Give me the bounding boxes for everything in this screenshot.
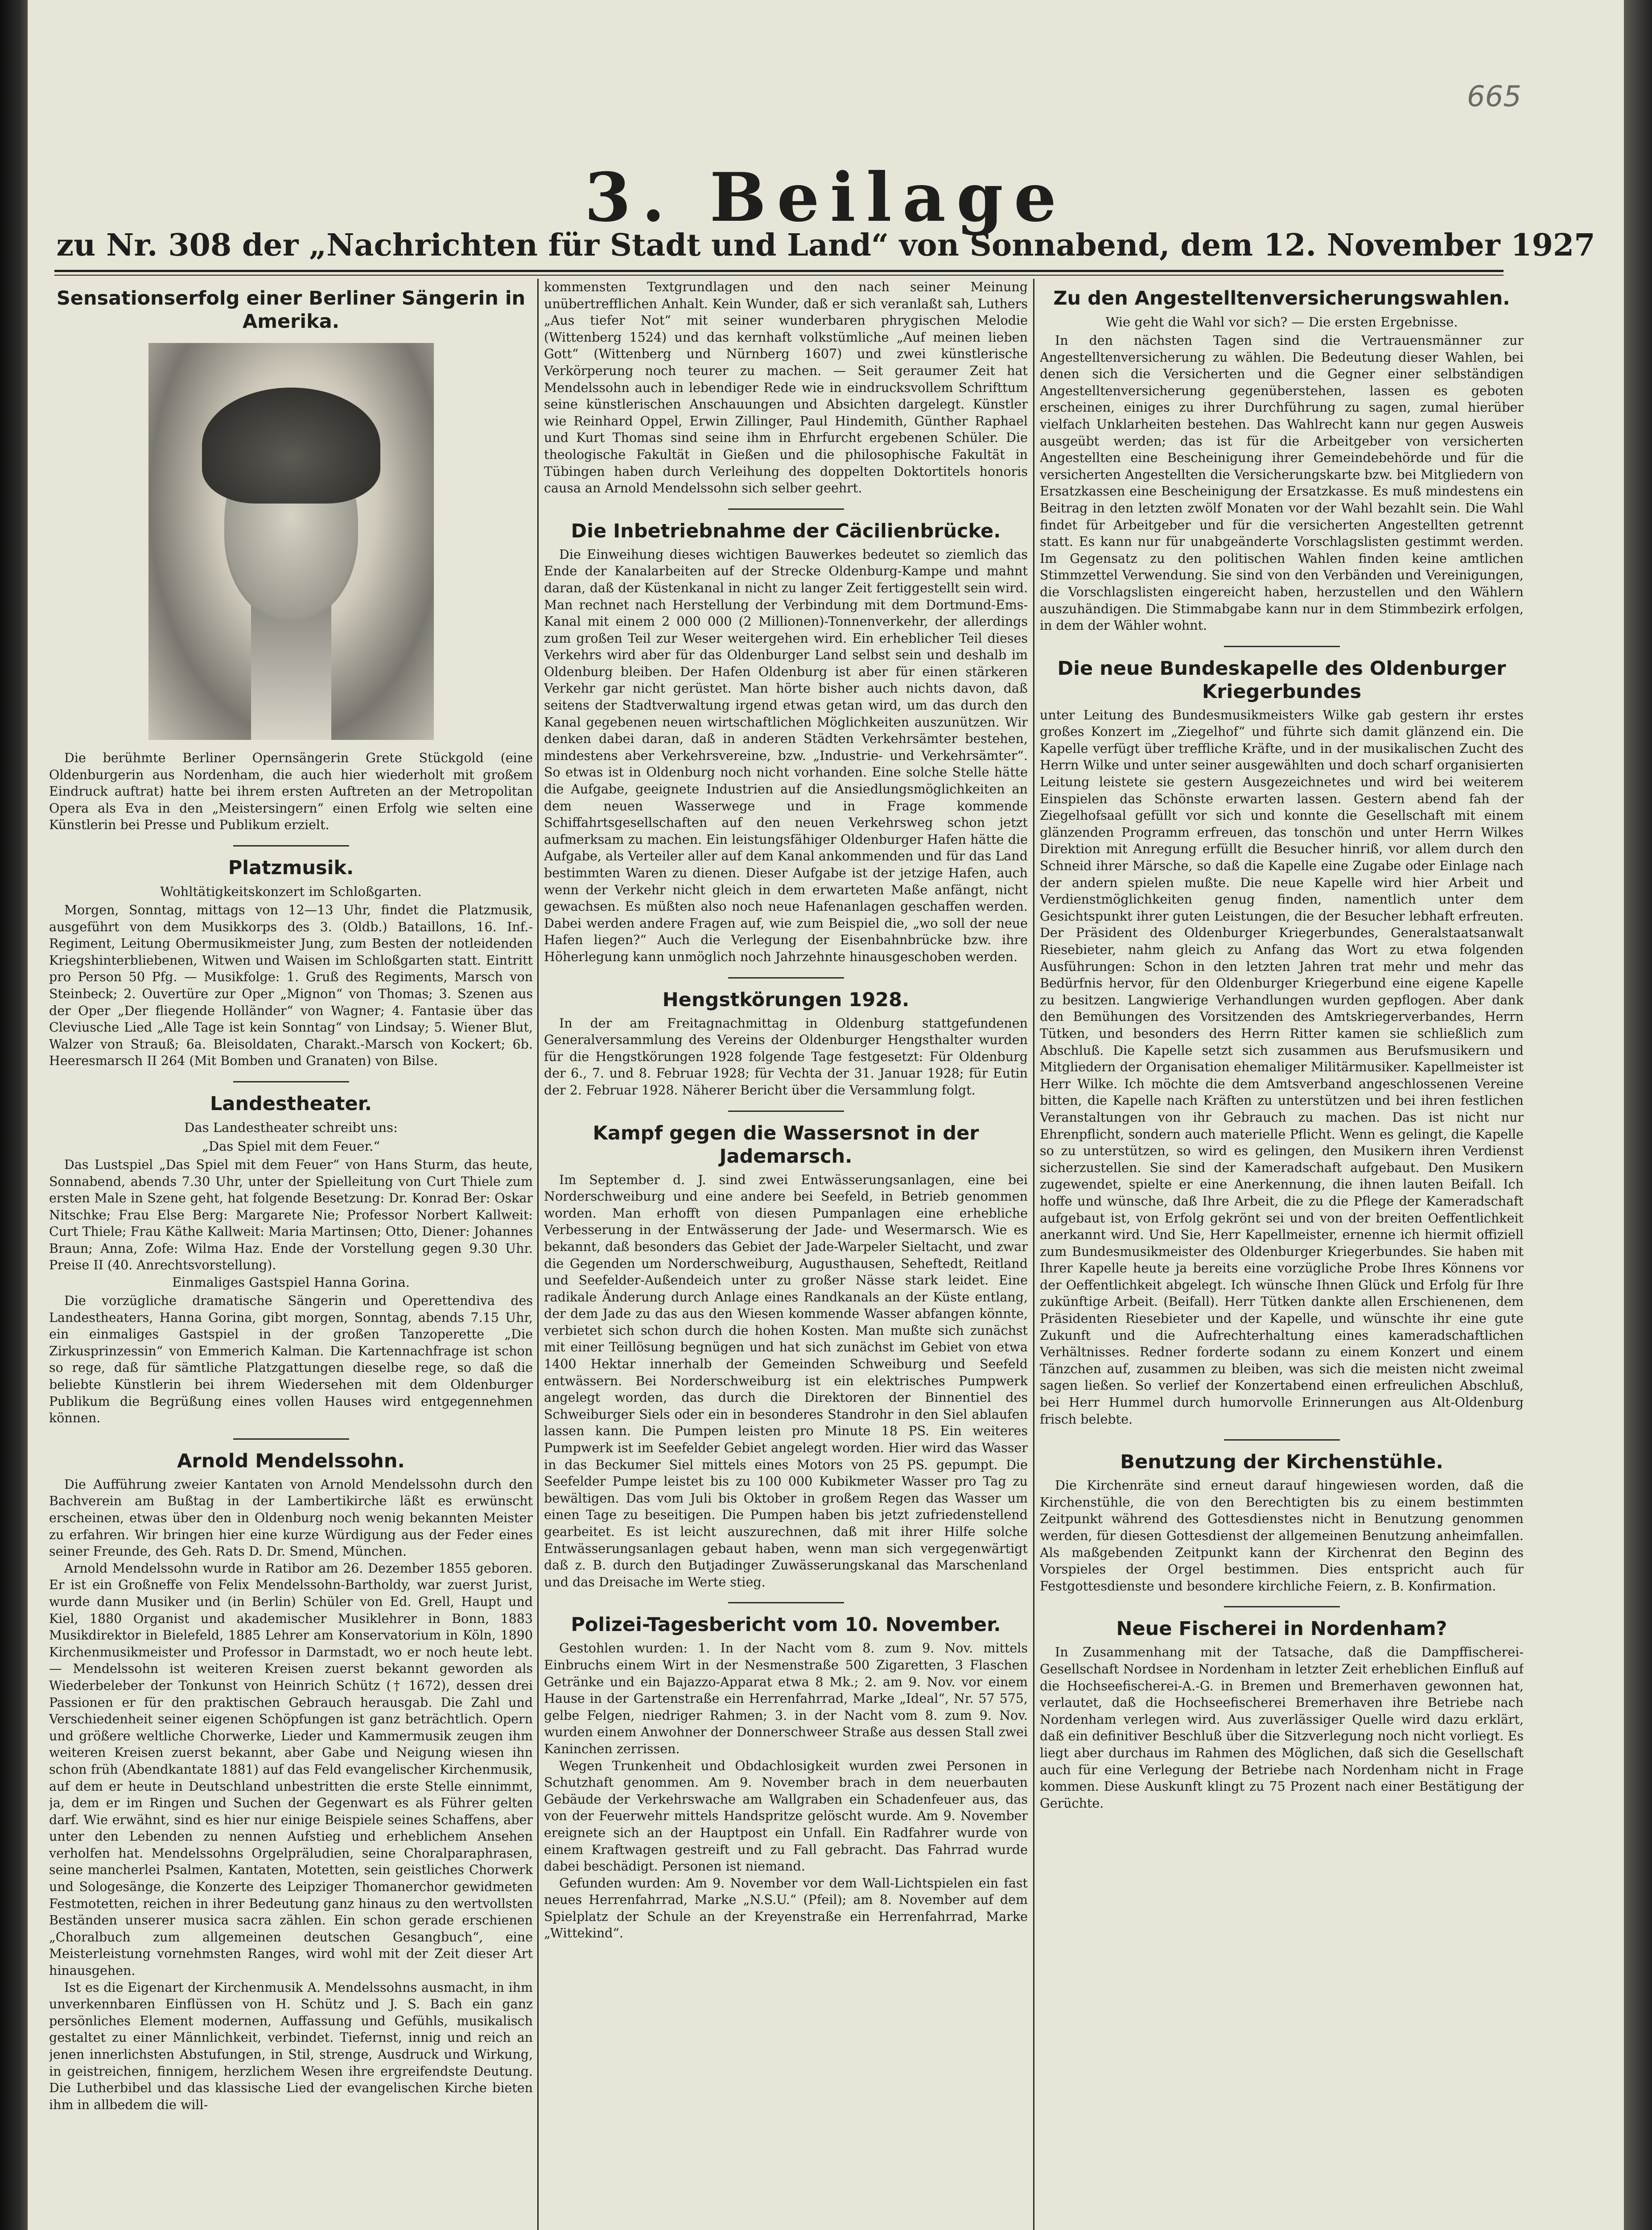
- article-title: Polizei-Tagesbericht vom 10. November.: [571, 1614, 1001, 1636]
- separator: [233, 1438, 349, 1440]
- article-subtitle: Wie geht die Wahl vor sich? — Die ersten Ergebnisse.: [1105, 314, 1458, 330]
- article-title: Zu den Angestelltenversicherungswahlen.: [1053, 287, 1510, 310]
- article-title: Landestheater.: [210, 1092, 372, 1115]
- column-3: [1040, 279, 1524, 2230]
- supplement-title: 3. Beilage: [584, 158, 1067, 237]
- article-title: Platzmusik.: [228, 856, 354, 879]
- article-subtitle: Wohltätigkeitskonzert im Schloßgarten.: [160, 884, 422, 899]
- article-body: Arnold Mendelssohn wurde in Ratibor am 26. Dezember 1855 geboren. Er ist ein Großneffe von Felix Mendelssohn-Bartholdy, war zuerst Jurist, wurde dann Musiker und (in Berlin) Schüler von Ed. Grell, Haupt und Kiel, 1880 Organist und akademischer Musiklehrer in Bonn, 1883 Musikdirektor in Bielefeld, 1885 Lehrer am Konservatorium in Köln, 1890 Kirchenmusikmeister und Professor in Darmstadt, wo er noch heute lebt. — Mendelssohn ist weiteren Kreisen zuerst bekannt geworden als Wiederbeleber der Tonkunst von Heinrich Schütz († 1672), dessen drei Passionen er für den praktischen Gebrauch herausgab. Die Zahl und Verschiedenheit seiner eigenen Schöpfungen ist ganz beträchtlich. Opern und größere weltliche Chorwerke, Lieder und Kammermusik zeugen ihm weiteren Kreisen zuerst bekannt, aber Gabe und Neigung wiesen ihn schon früh (Abendkantate 1881) auf das Feld evangelischer Kirchenmusik, auf dem er heute in Deutschland unbestritten die erste Stelle einnimmt, ja, dem er im Ringen und Suchen der Gegenwart es als Führer gelten darf. Wie erwähnt, sind es hier nur einige Beispiele seines Schaffens, aber unter den Lebenden zu nennen Aufstieg und erheblichem Ansehen verholfen hat. Mendelssohns Orgelpräludien, seine Choralparaphrasen, seine mancherlei Psalmen, Kantaten, Motetten, sein geistliches Chorwerk und Sologesänge, die Konzerte des Leipziger Thomanerchor gewidmeten Festmotetten, reichen in ihrer Bedeutung ganz hinaus zu den wertvollsten Beständen unserer musica sacra zählen. Ein schon gerade erschienen „Choralbuch zum allgemeinen deutschen Gesangbuch“, eine Meisterleistung vornehmsten Ranges, wird wohl mit der Zeit dieser Art hinausgehen.: [49, 1561, 533, 1978]
- article-intro: Die Aufführung zweier Kantaten von Arnold Mendelssohn durch den Bachverein am Bußtag in der Lambertikirche läßt es erwünscht erscheinen, etwas über den in Oldenburg noch wenig bekannten Meister zu erfahren. Wir bringen hier eine kurze Würdigung aus der Feder eines seiner Freunde, des Geh. Rats D. Dr. Smend, München.: [49, 1477, 533, 1559]
- article-title: Die neue Bundeskapelle des Oldenburger Kriegerbundes: [1057, 657, 1506, 703]
- article-title: Sensationserfolg einer Berliner Sängerin in Amerika.: [56, 287, 526, 333]
- photo-caption: Die berühmte Berliner Opernsängerin Grete Stückgold (eine Oldenburgerin aus Nordenham, die auch hier wiederholt mit großem Eindruck auftrat) hatte bei ihrem ersten Auftreten an der Metropolitan Opera als Eva in den „Meistersingern“ einen Erfolg wie selten eine Künstlerin bei Presse und Publikum erzielt.: [49, 751, 533, 833]
- column-1: [49, 279, 533, 2230]
- separator: [233, 845, 349, 847]
- separator: [1224, 1439, 1340, 1441]
- article-body: Die Kirchenräte sind erneut darauf hingewiesen worden, daß die Kirchenstühle, die von den Berechtigten bis zu einem bestimmten Zeitpunkt während des Gottesdienstes nicht in Benutzung genommen werden, für diesen Gottesdienst der allgemeinen Benutzung anheimfallen. Als maßgebenden Zeitpunkt kann der Kirchenrat den Beginn des Vorspieles der Orgel bestimmen. Dies entspricht auch für Festgottesdienste und besondere kirchliche Feiern, z. B. Konfirmation.: [1040, 1478, 1524, 1594]
- column-2: [544, 279, 1028, 2230]
- article-body: In den nächsten Tagen sind die Vertrauensmänner zur Angestelltenversicherung zu wählen. Die Bedeutung dieser Wahlen, bei denen sich die Versicherten und die Gegner einer selbständigen Angestelltenversicherung gegenüberstehen, lassen es geboten erscheinen, einiges zu ihrer Durchführung zu sagen, zumal hierüber vielfach Unklarheiten bestehen. Das Wahlrecht kann nur gegen Ausweis ausgeübt werden; das ist für die Arbeitgeber von versicherten Angestellten eine Bescheinigung ihrer Gemeindebehörde und für die versicherten Angestellten die Versicherungskarte bzw. bei Mitgliedern von Ersatzkassen eine Bescheinigung der Ersatzkasse. Es muß mindestens ein Beitrag in den letzten zwölf Monaten vor der Wahl bezahlt sein. Die Wahl findet für Arbeitgeber und für die versicherten Angestellten getrennt statt. Es kann nur für unabgeänderte Vorschlagslisten gestimmt werden. Im Gegensatz zu den politischen Wahlen finden keine amtlichen Stimmzettel Verwendung. Sie sind von den Verbänden und Vereinigungen, die Vorschlagslisten eingereicht haben, herzustellen und den Wählern auszuhändigen. Die Stimmabgabe kann nur in dem Stimmbezirk erfolgen, in dem der Wähler wohnt.: [1040, 333, 1524, 633]
- article-body: unter Leitung des Bundesmusikmeisters Wilke gab gestern ihr erstes großes Konzert im „Ziegelhof“ und führte sich damit glänzend ein. Die Kapelle verfügt über treffliche Kräfte, und in der musikalischen Zucht des Herrn Wilke und unter seiner ausgewählten und doch scharf organisierten Leitung leistete sie gestern Ausgezeichnetes und wird bei weiterem Einspielen das Schönste erwarten lassen. Gestern abend fah der Ziegelhofsaal gefüllt vor sich und konnte die Gesellschaft mit einem glänzenden Programm erfreuen, das tonschön und unter Herrn Wilkes Direktion mit Anregung erfüllt die Besucher hinriß, vor allem durch den Schneid ihrer Märsche, so daß die Kapelle eine Zugabe oder Einlage nach der andern spielen mußte. Die neue Kapelle wird hier Arbeit und Verdienstmöglichkeiten genug finden, namentlich unter dem Gesichtspunkt ihrer guten Leistungen, die der Besucher lebhaft erfreuten. Der Präsident des Oldenburger Kriegerbundes, Generalstaatsanwalt Riesebieter, nahm gleich zu Anfang das Wort zu etwa folgenden Ausführungen: Schon in den letzten Jahren trat mehr und mehr das Bedürfnis hervor, für den Oldenburger Kriegerbund eine eigene Kapelle zu besitzen. Langwierige Verhandlungen wurden gepflogen. Aber dank den Bemühungen des Vorsitzenden des Amtskriegerverbandes, Herrn Tütken, und besonders des Herrn Ritter kamen sie schließlich zum Abschluß. Die Kapelle setzt sich zusammen aus Berufsmusikern und Mitgliedern der Organisation ehemaliger Militärmusiker. Kapellmeister ist Herr Wilke. Ich möchte die dem Amtsverband angeschlossenen Vereine bitten, die Kapelle nach Kräften zu unterstützen und bei ihren festlichen Veranstaltungen von ihr Gebrauch zu machen. Das ist nicht nur Ehrenpflicht, sondern auch materielle Pflicht. Wenn es gelingt, die Kapelle so zu unterstützen, so wird es gelingen, den Musikern ihren Verdienst sicherzustellen. Sie sind der Kameradschaft aufgebaut. Den Musikern zugewendet, spielte er eine Anerkennung, die ihnen lauten Beifall. Ich hoffe und wünsche, daß Ihre Arbeit, die zu die Pflege der Kameradschaft aufgebaut ist, von Erfolg gekrönt sei und von der breiten Oeffentlichkeit anerkannt wird. Und Sie, Herr Kapellmeister, ernenne ich hiermit offiziell zum Bundesmusikmeister des Oldenburger Kriegerbundes. Sie haben mit Ihrer Kapelle heute ja bereits eine vorzügliche Probe Ihres Könnens vor der Oeffentlichkeit abgelegt. Ich wünsche Ihnen Glück und Erfolg für Ihre zukünftige Arbeit. (Beifall). Herr Tütken dankte allen Erschienenen, dem Präsidenten Riesebieter und der Kapelle, und wünschte ihr eine gute Zukunft und die Aufrechterhaltung eines kameradschaftlichen Verhältnisses. Redner forderte sodann zu einem Konzert und einem Tänzchen auf, zusammen zu bleiben, was sich die meisten nicht zweimal sagen ließen. So verlief der Konzertabend einen erfreulichen Abschluß, bei Herr Hummel durch humorvolle Erinnerungen aus Alt-Oldenburg frisch belebte.: [1040, 707, 1524, 1427]
- header-rule-thin: [54, 275, 1504, 276]
- article-body: Die vorzügliche dramatische Sängerin und Operettendiva des Landestheaters, Hanna Gorina, gibt morgen, Sonntag, abends 7.15 Uhr, ein einmaliges Gastspiel in der großen Tanzoperette „Die Zirkusprinzessin“ von Emmerich Kalman. Die Kartennachfrage ist schon so rege, daß für sämtliche Platzgattungen dieselbe rege, so daß die beliebte Künstlerin bei ihrem Wiedersehen mit dem Oldenburger Publikum die Begrüßung eines vollen Hauses wird entgegennehmen können.: [49, 1293, 533, 1426]
- article-body: Das Lustspiel „Das Spiel mit dem Feuer“ von Hans Sturm, das heute, Sonnabend, abends 7.30 Uhr, unter der Spielleitung von Curt Thiele zum ersten Male in Szene geht, hat folgende Besetzung: Dr. Konrad Ber: Oskar Nitschke; Frau Else Berg: Margarete Nie; Professor Norbert Kallweit: Curt Thiele; Frau Käthe Kallweit: Maria Martinsen; Otto, Diener: Johannes Braun; Anna, Zofe: Wilma Haz. Ende der Vorstellung gegen 9.30 Uhr. Preise II (40. Anrechtsvorstellung).: [49, 1157, 533, 1273]
- article-continuation: kommensten Textgrundlagen und den nach seiner Meinung unübertrefflichen Anhalt. Kein Wunder, daß er sich veranlaßt sah, Luthers „Aus tiefer Not“ mit seiner wunderbaren phrygischen Melodie (Wittenberg 1524) und das kernhaft volkstümliche „Auf meinen lieben Gott“ (Wittenberg und Nürnberg 1607) und zwei künstlerische Verkörperung noch teurer zu machen. — Seit geraumer Zeit hat Mendelssohn auch in lebendiger Rede wie in eindrucksvollem Schrifttum seine künstlerischen Anschauungen und Absichten dargelegt. Künstler wie Reinhard Oppel, Erwin Zillinger, Paul Hindemith, Günther Raphael und Kurt Thomas sind seine ihm in Ehrfurcht ergebenen Schüler. Die theologische Fakultät in Gießen und die philosophische Fakultät in Tübingen haben durch Verleihung des doppelten Doktortitels honoris causa an Arnold Mendelssohn sich selber geehrt.: [544, 280, 1028, 496]
- article-title: Arnold Mendelssohn.: [177, 1450, 405, 1472]
- article-subtitle: Einmaliges Gastspiel Hanna Gorina.: [172, 1275, 410, 1290]
- article-title: Kampf gegen die Wassersnot in der Jademarsch.: [593, 1122, 979, 1168]
- page-edge: [1624, 0, 1652, 2230]
- article-body: Wegen Trunkenheit und Obdachlosigkeit wurden zwei Personen in Schutzhaft genommen. Am 9. November brach in dem neuerbauten Gebäude der Verkehrswache am Wallgraben ein Schadenfeuer aus, das von der Feuerwehr mittels Handspritze gelöscht wurde. Am 9. November ereignete sich an der Hauptpost ein Unfall. Ein Radfahrer wurde von einem Kraftwagen gestreift und zu Fall gebracht. Das Fahrrad wurde dabei beschädigt. Personen ist niemand.: [544, 1758, 1028, 1874]
- article-body: Gefunden wurden: Am 9. November vor dem Wall-Lichtspielen ein fast neues Herrenfahrrad, Marke „N.S.U.“ (Pfeil); am 8. November auf dem Spielplatz der Schule an der Kreyenstraße ein Herrenfahrrad, Marke „Wittekind“.: [544, 1875, 1028, 1941]
- portrait-photo: [148, 343, 434, 740]
- article-body: Gestohlen wurden: 1. In der Nacht vom 8. zum 9. Nov. mittels Einbruchs einem Wirt in der Nesmenstraße 500 Zigaretten, 3 Flaschen Getränke und ein Bajazzo-Apparat etwa 8 Mk.; 2. am 9. Nov. vor einem Hause in der Gartenstraße ein Herrenfahrrad, Marke „Ideal“, Nr. 57 575, gelbe Felgen, niedriger Rahmen; 3. in der Nacht vom 8. zum 9. Nov. wurden einem Anwohner der Donnerschweer Straße aus dessen Stall zwei Kaninchen zerrissen.: [544, 1641, 1028, 1756]
- column-divider: [537, 279, 539, 2230]
- article-title: Hengstkörungen 1928.: [662, 988, 910, 1011]
- article-body: In Zusammenhang mit der Tatsache, daß die Dampffischerei-Gesellschaft Nordsee in Nordenham in letzter Zeit erheblichen Einfluß auf die Hochseefischerei-A.-G. in Bremen und Bremerhaven gewonnen hat, verlautet, daß die Hochseefischerei Bremerhaven ihre Betriebe nach Nordenham verlegen wird. Aus zuverlässiger Quelle wird dazu erklärt, daß ein definitiver Beschluß über die Sitzverlegung noch nicht vorliegt. Es liegt aber durchaus im Rahmen des Möglichen, daß sich die Gesellschaft auch für eine Verlegung der Betriebe nach Nordenham nicht in Frage kommen. Diese Auskunft klingt zu 75 Prozent nach einer Bestätigung der Gerüchte.: [1040, 1645, 1524, 1811]
- separator: [1224, 646, 1340, 647]
- separator: [233, 1081, 349, 1082]
- article-title: Neue Fischerei in Nordenham?: [1116, 1618, 1447, 1640]
- article-subtitle: Das Landestheater schreibt uns:: [184, 1119, 398, 1135]
- article-body: Morgen, Sonntag, mittags von 12—13 Uhr, findet die Platzmusik, ausgeführt von dem Musikkorps des 3. (Oldb.) Bataillons, 16. Inf.-Regiment, Leitung Obermusikmeister Jung, zum Besten der notleidenden Kriegshinterbliebenen, Witwen und Waisen im Schloßgarten statt. Eintritt pro Person 50 Pfg. — Musikfolge: 1. Gruß des Regiments, Marsch von Steinbeck; 2. Ouvertüre zur Oper „Mignon“ von Thomas; 3. Szenen aus der Oper „Der fliegende Holländer“ von Wagner; 4. Fantasie über das Cleviusche Lied „Alle Tage ist kein Sonntag“ von Lindsay; 5. Wiener Blut, Walzer von Strauß; 6a. Bleisoldaten, Charakt.-Marsch von Kockert; 6b. Heeresmarsch II 264 (Mit Bomben und Granaten) von Bilse.: [49, 902, 533, 1069]
- separator: [728, 1111, 844, 1112]
- book-spine: [0, 0, 28, 2230]
- separator: [728, 977, 844, 979]
- article-body: Die Einweihung dieses wichtigen Bauwerkes bedeutet so ziemlich das Ende der Kanalarbeiten auf der Strecke Oldenburg-Kampe und mahnt daran, daß der Küstenkanal in nicht zu langer Zeit fertiggestellt sein wird. Man rechnet nach Herstellung der Verbindung mit dem Dortmund-Ems-Kanal mit einem 2 000 000 (2 Millionen)-Tonnenverkehr, der allerdings zum großen Teil zur Weser weitergehen wird. Ein erheblicher Teil dieses Verkehrs wird aber für das Oldenburger Land selbst sein und deshalb im Oldenburg bleiben. Der Hafen Oldenburg ist aber für einen stärkeren Verkehr gar nicht gerüstet. Man hörte bisher auch nichts davon, daß seitens der Stadtverwaltung irgend etwas getan wird, um das durch den Kanal gegebenen neuen wirtschaftlichen Möglichkeiten auszunützen. Wir denken dabei daran, daß in anderen Städten Verkehrsämter bestehen, mindestens aber Verkehrsvereine, bzw. „Industrie- und Verkehrsämter“. So etwas ist in Oldenburg noch nicht vorhanden. Eine solche Stelle hätte die Aufgabe, geeignete Industrien auf die Ansiedlungsmöglichkeiten an dem neuen Wasserwege und in Frage kommende Schiffahrtsgesellschaften auf den neuen Verkehrsweg schon jetzt aufmerksam zu machen. Ein leistungsfähiger Oldenburger Hafen hätte die Aufgabe, als Verteiler aller auf dem Kanal ankommenden und für das Land bestimmten Waren zu dienen. Dieser Aufgabe ist der jetzige Hafen, auch wenn der Verkehr nicht gleich in dem erwarteten Maße anfängt, nicht gewachsen. Es müßten also noch neue Hafenanlagen geschaffen werden. Dabei werden andere Fragen auf, wie zum Beispiel die, „wo soll der neue Hafen liegen?“ Auch die Verlegung der Eisenbahnbrücke bzw. ihre Höherlegung kann unmöglich noch Jahrzehnte hinausgeschoben werden.: [544, 547, 1028, 964]
- issue-line: zu Nr. 308 der „Nachrichten für Stadt und Land“ von Sonnabend, dem 12. November 1927: [56, 227, 1595, 263]
- separator: [1224, 1606, 1340, 1607]
- article-title: Die Inbetriebnahme der Cäcilienbrücke.: [571, 520, 1001, 542]
- column-divider: [1033, 279, 1034, 2230]
- separator: [728, 508, 844, 510]
- article-body: In der am Freitagnachmittag in Oldenburg stattgefundenen Generalversammlung des Vereins der Oldenburger Hengsthalter wurden für die Hengstkörungen 1928 folgende Tage festgesetzt: Für Oldenburg der 6., 7. und 8. Februar 1928; für Vechta der 31. Januar 1928; für Eutin der 2. Februar 1928. Näherer Bericht über die Versammlung folgt.: [544, 1016, 1028, 1098]
- newspaper-page: [28, 0, 1624, 2230]
- separator: [728, 1602, 844, 1603]
- article-title: Benutzung der Kirchenstühle.: [1120, 1451, 1443, 1474]
- article-subtitle: „Das Spiel mit dem Feuer.“: [202, 1138, 380, 1154]
- article-body: Im September d. J. sind zwei Entwässerungsanlagen, eine bei Norderschweiburg und eine andere bei Seefeld, in Betrieb genommen worden. Man erhofft von diesen Pumpanlagen eine erhebliche Verbesserung in der Entwässerung der Jade- und Wesermarsch. Wie es bekannt, daß besonders das Gebiet der Jade-Warpeler Sieltacht, und zwar die Gegenden um Norderschweiburg, Augusthausen, Seheftedt, Reitland und Seefelder-Außendeich unter zu großer Nässe stark leidet. Eine radikale Änderung durch Anlage eines Randkanals an der Küste entlang, der dem Jade zu das aus den Wiesen kommende Wasser abfangen könnte, verbietet sich schon durch die hohen Kosten. Man mußte sich zunächst mit einer Teillösung begnügen und hat sich zunächst im Gebiet von etwa 1400 Hektar innerhalb der Gemeinden Schweiburg und Seefeld entwässern. Bei Norderschweiburg ist ein elektrisches Pumpwerk angelegt worden, das durch die Direktoren der Binnentiel des Schweiburger Siels oder ein in besonderes Standrohr in den Siel ablaufen lassen kann. Die Pumpen leisten pro Minute 18 PS. Ein weiteres Pumpwerk ist im Seefelder Gebiet angelegt worden. Hier wird das Wasser in das Beckumer Siel mittels eines Motors von 25 PS. gepumpt. Die Seefelder Pumpe leistet bis zu 100 000 Kubikmeter Wasser pro Tag zu bewältigen. Das vom Juli bis Oktober in großem Regen das Wasser um einen Tage zu beseitigen. Die Pumpen haben bis jetzt zufriedenstellend gearbeitet. Es ist leicht auszurechnen, daß mit ihrer Hilfe solche Entwässerungsanlagen gebaut haben, wenn man sich vergegenwärtigt daß z. B. durch den Butjadinger Zuwässerungskanal das Marschenland und das Dreisache im Werte stieg.: [544, 1172, 1028, 1590]
- article-body: Ist es die Eigenart der Kirchenmusik A. Mendelssohns ausmacht, in ihm unverkennbaren Einflüssen von H. Schütz und J. S. Bach ein ganz persönliches Element modernen, Auffassung und Gefühls, musikalisch gestaltet zu einer Männlichkeit, verbindet. Tiefernst, innig und reich an jenen innerlichsten Abstufungen, in Stil, strenge, Ausdruck und Wirkung, in geistreichen, finnigem, herzlichem Wesen ihre ergreifendste Deutung. Die Lutherbibel und das klassische Lied der evangelischen Kirche bieten ihm in allbedem die will-: [49, 1980, 533, 2112]
- page-number: 665: [1467, 80, 1521, 113]
- header-rule: [54, 270, 1504, 272]
